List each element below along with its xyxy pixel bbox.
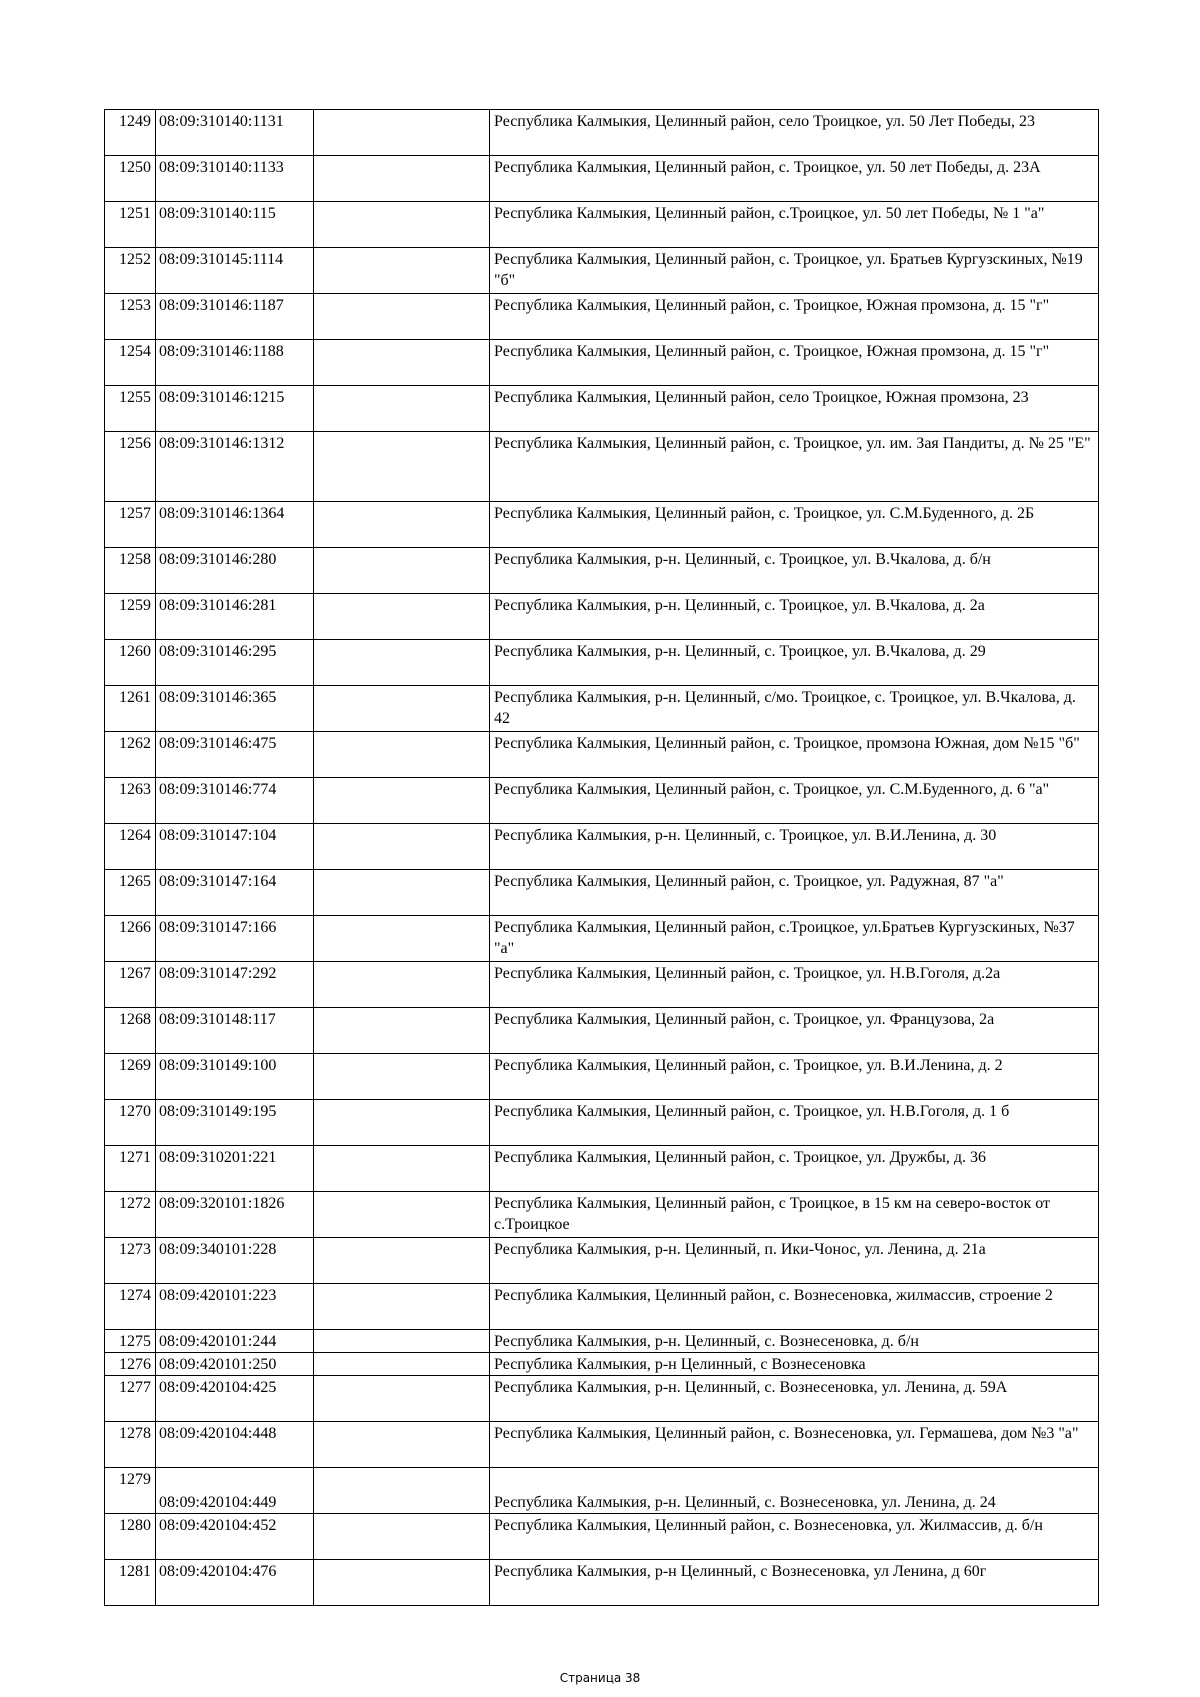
- row-number-cell: 1253: [105, 294, 156, 340]
- row-number-cell: 1268: [105, 1008, 156, 1054]
- note-cell: [314, 340, 490, 386]
- address-cell: Республика Калмыкия, р-н Целинный, с Вознесеновка, ул Ленина, д 60г: [490, 1560, 1099, 1606]
- table-row: [105, 202, 1099, 248]
- address-cell: Республика Калмыкия, р-н Целинный, с Вознесеновка: [490, 1353, 1099, 1376]
- cadastral-number-cell: 08:09:420101:223: [156, 1284, 314, 1330]
- table-row: [105, 824, 1099, 870]
- note-cell: [314, 502, 490, 548]
- row-number-cell: 1260: [105, 640, 156, 686]
- row-number-cell: 1272: [105, 1192, 156, 1238]
- table-row: [105, 1192, 1099, 1238]
- table-row: [105, 1376, 1099, 1422]
- cadastral-number-cell: 08:09:420101:244: [156, 1330, 314, 1353]
- address-cell: Республика Калмыкия, Целинный район, с Троицкое, в 15 км на северо-восток от с.Троицкое: [490, 1192, 1099, 1238]
- row-number-cell: 1262: [105, 732, 156, 778]
- note-cell: [314, 1054, 490, 1100]
- table-row: [105, 1353, 1099, 1376]
- row-number-cell: 1270: [105, 1100, 156, 1146]
- table-row: [105, 1100, 1099, 1146]
- address-cell: Республика Калмыкия, р-н. Целинный, с. Вознесеновка, ул. Ленина, д. 59А: [490, 1376, 1099, 1422]
- table-row: [105, 1330, 1099, 1353]
- note-cell: [314, 962, 490, 1008]
- row-number-cell: 1280: [105, 1514, 156, 1560]
- note-cell: [314, 1146, 490, 1192]
- row-number-cell: 1275: [105, 1330, 156, 1353]
- cadastral-number-cell: 08:09:420104:448: [156, 1422, 314, 1468]
- address-cell: Республика Калмыкия, р-н. Целинный, с. Троицкое, ул. В.Чкалова, д. 2а: [490, 594, 1099, 640]
- cadastral-number-cell: 08:09:310146:475: [156, 732, 314, 778]
- address-cell: Республика Калмыкия, Целинный район, с. Троицкое, ул. им. Зая Пандиты, д. № 25 "Е": [490, 432, 1099, 502]
- cadastral-number-cell: 08:09:420104:449: [156, 1468, 314, 1514]
- cadastral-number-cell: 08:09:320101:1826: [156, 1192, 314, 1238]
- note-cell: [314, 386, 490, 432]
- table-row: [105, 640, 1099, 686]
- note-cell: [314, 1008, 490, 1054]
- cadastral-number-cell: 08:09:310146:295: [156, 640, 314, 686]
- note-cell: [314, 1284, 490, 1330]
- address-cell: Республика Калмыкия, Целинный район, с. Троицкое, Южная промзона, д. 15 "г": [490, 340, 1099, 386]
- table-row: [105, 156, 1099, 202]
- table-row: [105, 1422, 1099, 1468]
- note-cell: [314, 1422, 490, 1468]
- cadastral-number-cell: 08:09:310140:115: [156, 202, 314, 248]
- cadastral-number-cell: 08:09:340101:228: [156, 1238, 314, 1284]
- address-cell: Республика Калмыкия, Целинный район, с. Троицкое, ул. Н.В.Гоголя, д. 1 б: [490, 1100, 1099, 1146]
- address-cell: Республика Калмыкия, р-н. Целинный, с/мо. Троицкое, с. Троицкое, ул. В.Чкалова, д. 42: [490, 686, 1099, 732]
- cadastral-number-cell: 08:09:310146:774: [156, 778, 314, 824]
- address-cell: Республика Калмыкия, Целинный район, с. Троицкое, промзона Южная, дом №15 "б": [490, 732, 1099, 778]
- table-row: [105, 1560, 1099, 1606]
- note-cell: [314, 1238, 490, 1284]
- note-cell: [314, 824, 490, 870]
- note-cell: [314, 1192, 490, 1238]
- cadastral-number-cell: 08:09:420104:452: [156, 1514, 314, 1560]
- cadastral-number-cell: 08:09:310146:280: [156, 548, 314, 594]
- row-number-cell: 1264: [105, 824, 156, 870]
- cadastral-number-cell: 08:09:310146:1312: [156, 432, 314, 502]
- address-cell: Республика Калмыкия, Целинный район, с.Троицкое, ул. 50 лет Победы, № 1 "а": [490, 202, 1099, 248]
- note-cell: [314, 1376, 490, 1422]
- cadastral-number-cell: 08:09:310147:104: [156, 824, 314, 870]
- note-cell: [314, 432, 490, 502]
- row-number-cell: 1277: [105, 1376, 156, 1422]
- table-row: [105, 502, 1099, 548]
- address-cell: Республика Калмыкия, Целинный район, с. Троицкое, ул. В.И.Ленина, д. 2: [490, 1054, 1099, 1100]
- cadastral-number-cell: 08:09:310145:1114: [156, 248, 314, 294]
- registry-table: [104, 109, 1099, 1606]
- row-number-cell: 1258: [105, 548, 156, 594]
- address-cell: Республика Калмыкия, Целинный район, с. Троицкое, ул. 50 лет Победы, д. 23А: [490, 156, 1099, 202]
- address-cell: Республика Калмыкия, р-н. Целинный, с. Вознесеновка, д. б/н: [490, 1330, 1099, 1353]
- address-cell: Республика Калмыкия, Целинный район, с. Троицкое, ул. Радужная, 87 "а": [490, 870, 1099, 916]
- table-row: [105, 686, 1099, 732]
- note-cell: [314, 778, 490, 824]
- row-number-cell: 1251: [105, 202, 156, 248]
- note-cell: [314, 916, 490, 962]
- note-cell: [314, 548, 490, 594]
- row-number-cell: 1265: [105, 870, 156, 916]
- row-number-cell: 1273: [105, 1238, 156, 1284]
- cadastral-number-cell: 08:09:310146:1187: [156, 294, 314, 340]
- table-row: [105, 594, 1099, 640]
- table-row: [105, 110, 1099, 156]
- address-cell: Республика Калмыкия, Целинный район, с. Троицкое, ул. Братьев Кургузскиных, №19 "б": [490, 248, 1099, 294]
- note-cell: [314, 594, 490, 640]
- page-footer: Страница 38: [559, 1671, 641, 1685]
- note-cell: [314, 156, 490, 202]
- row-number-cell: 1255: [105, 386, 156, 432]
- note-cell: [314, 1514, 490, 1560]
- row-number-cell: 1250: [105, 156, 156, 202]
- row-number-cell: 1269: [105, 1054, 156, 1100]
- cadastral-number-cell: 08:09:420101:250: [156, 1353, 314, 1376]
- cadastral-number-cell: 08:09:310148:117: [156, 1008, 314, 1054]
- address-cell: Республика Калмыкия, р-н. Целинный, с. Троицкое, ул. В.И.Ленина, д. 30: [490, 824, 1099, 870]
- cadastral-number-cell: 08:09:310146:1364: [156, 502, 314, 548]
- address-cell: Республика Калмыкия, Целинный район, село Троицкое, Южная промзона, 23: [490, 386, 1099, 432]
- note-cell: [314, 732, 490, 778]
- note-cell: [314, 110, 490, 156]
- note-cell: [314, 294, 490, 340]
- note-cell: [314, 1100, 490, 1146]
- cadastral-number-cell: 08:09:310146:281: [156, 594, 314, 640]
- address-cell: Республика Калмыкия, р-н. Целинный, п. Ики-Чонос, ул. Ленина, д. 21а: [490, 1238, 1099, 1284]
- note-cell: [314, 202, 490, 248]
- address-cell: Республика Калмыкия, Целинный район, с. Троицкое, ул. С.М.Буденного, д. 2Б: [490, 502, 1099, 548]
- row-number-cell: 1263: [105, 778, 156, 824]
- note-cell: [314, 870, 490, 916]
- table-row: [105, 732, 1099, 778]
- table-body: [105, 110, 1099, 1606]
- row-number-cell: 1278: [105, 1422, 156, 1468]
- row-number-cell: 1252: [105, 248, 156, 294]
- table-row: [105, 962, 1099, 1008]
- row-number-cell: 1261: [105, 686, 156, 732]
- cadastral-number-cell: 08:09:310201:221: [156, 1146, 314, 1192]
- cadastral-number-cell: 08:09:310147:166: [156, 916, 314, 962]
- table-row: [105, 1238, 1099, 1284]
- address-cell: Республика Калмыкия, Целинный район, с. Троицкое, ул. Дружбы, д. 36: [490, 1146, 1099, 1192]
- cadastral-number-cell: 08:09:310147:292: [156, 962, 314, 1008]
- note-cell: [314, 248, 490, 294]
- cadastral-number-cell: 08:09:310140:1133: [156, 156, 314, 202]
- cadastral-number-cell: 08:09:310147:164: [156, 870, 314, 916]
- address-cell: Республика Калмыкия, Целинный район, с. Вознесеновка, ул. Гермашева, дом №3 "а": [490, 1422, 1099, 1468]
- table-row: [105, 916, 1099, 962]
- note-cell: [314, 1330, 490, 1353]
- row-number-cell: 1271: [105, 1146, 156, 1192]
- table-row: [105, 778, 1099, 824]
- row-number-cell: 1267: [105, 962, 156, 1008]
- table-row: [105, 340, 1099, 386]
- row-number-cell: 1279: [105, 1468, 156, 1514]
- table-row: [105, 1468, 1099, 1514]
- table-row: [105, 248, 1099, 294]
- address-cell: Республика Калмыкия, р-н. Целинный, с. Троицкое, ул. В.Чкалова, д. 29: [490, 640, 1099, 686]
- address-cell: Республика Калмыкия, Целинный район, с. Троицкое, ул. Н.В.Гоголя, д.2а: [490, 962, 1099, 1008]
- cadastral-number-cell: 08:09:310146:1215: [156, 386, 314, 432]
- row-number-cell: 1266: [105, 916, 156, 962]
- table-row: [105, 294, 1099, 340]
- note-cell: [314, 686, 490, 732]
- table-row: [105, 1008, 1099, 1054]
- cadastral-number-cell: 08:09:310146:1188: [156, 340, 314, 386]
- row-number-cell: 1254: [105, 340, 156, 386]
- table-row: [105, 432, 1099, 502]
- cadastral-number-cell: 08:09:310146:365: [156, 686, 314, 732]
- table-row: [105, 548, 1099, 594]
- row-number-cell: 1274: [105, 1284, 156, 1330]
- table-row: [105, 1054, 1099, 1100]
- row-number-cell: 1259: [105, 594, 156, 640]
- cadastral-number-cell: 08:09:310149:100: [156, 1054, 314, 1100]
- table-row: [105, 1514, 1099, 1560]
- row-number-cell: 1257: [105, 502, 156, 548]
- table-row: [105, 1146, 1099, 1192]
- row-number-cell: 1249: [105, 110, 156, 156]
- table-row: [105, 870, 1099, 916]
- address-cell: Республика Калмыкия, Целинный район, с. Вознесеновка, жилмассив, строение 2: [490, 1284, 1099, 1330]
- address-cell: Республика Калмыкия, р-н. Целинный, с. Троицкое, ул. В.Чкалова, д. б/н: [490, 548, 1099, 594]
- row-number-cell: 1256: [105, 432, 156, 502]
- table-row: [105, 386, 1099, 432]
- table-row: [105, 1284, 1099, 1330]
- row-number-cell: 1276: [105, 1353, 156, 1376]
- address-cell: Республика Калмыкия, Целинный район, с. Троицкое, ул. С.М.Буденного, д. 6 "а": [490, 778, 1099, 824]
- note-cell: [314, 640, 490, 686]
- address-cell: Республика Калмыкия, Целинный район, с. Вознесеновка, ул. Жилмассив, д. б/н: [490, 1514, 1099, 1560]
- address-cell: Республика Калмыкия, Целинный район, с.Троицкое, ул.Братьев Кургузскиных, №37 "а": [490, 916, 1099, 962]
- address-cell: Республика Калмыкия, Целинный район, с. Троицкое, Южная промзона, д. 15 "г": [490, 294, 1099, 340]
- note-cell: [314, 1560, 490, 1606]
- cadastral-number-cell: 08:09:310140:1131: [156, 110, 314, 156]
- address-cell: Республика Калмыкия, Целинный район, село Троицкое, ул. 50 Лет Победы, 23: [490, 110, 1099, 156]
- address-cell: Республика Калмыкия, Целинный район, с. Троицкое, ул. Французова, 2а: [490, 1008, 1099, 1054]
- note-cell: [314, 1468, 490, 1514]
- address-cell: Республика Калмыкия, р-н. Целинный, с. Вознесеновка, ул. Ленина, д. 24: [490, 1468, 1099, 1514]
- cadastral-number-cell: 08:09:420104:476: [156, 1560, 314, 1606]
- row-number-cell: 1281: [105, 1560, 156, 1606]
- note-cell: [314, 1353, 490, 1376]
- cadastral-number-cell: 08:09:310149:195: [156, 1100, 314, 1146]
- cadastral-number-cell: 08:09:420104:425: [156, 1376, 314, 1422]
